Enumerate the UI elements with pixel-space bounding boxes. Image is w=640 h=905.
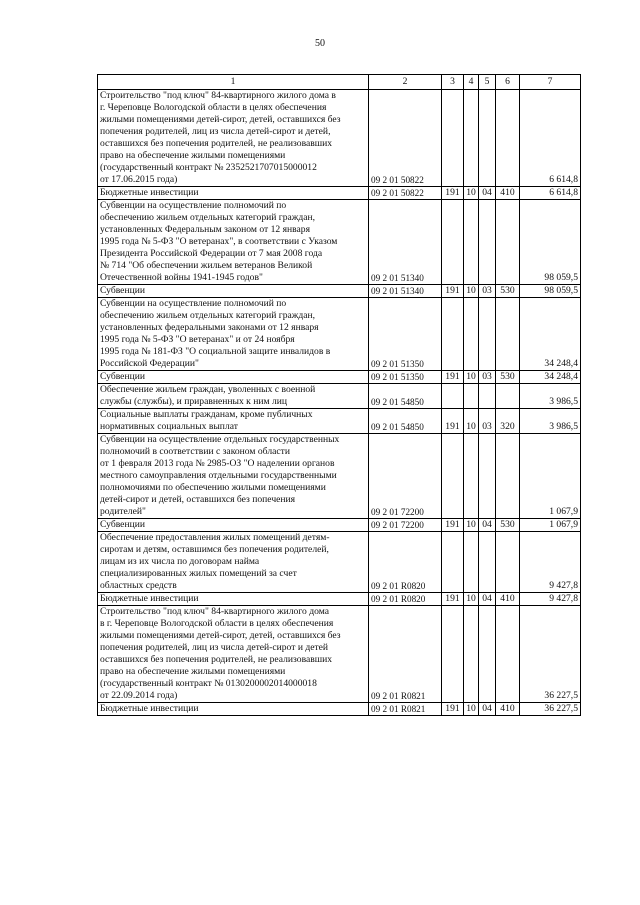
row-amount: 34 248,4 xyxy=(520,298,581,371)
row-target-code: 09 2 01 54850 xyxy=(369,384,442,409)
row-amount: 1 067,9 xyxy=(520,434,581,519)
row-department-code: 191 xyxy=(442,409,464,434)
row-amount: 98 059,5 xyxy=(520,200,581,285)
table-row xyxy=(98,532,581,593)
header-cell: 1 xyxy=(98,75,369,90)
row-department-code: 191 xyxy=(442,285,464,298)
row-subsection-code xyxy=(479,200,496,285)
row-target-code: 09 2 01 R0821 xyxy=(369,703,442,716)
row-section-code xyxy=(464,384,479,409)
header-cell: 4 xyxy=(464,75,479,90)
table-row xyxy=(98,298,581,371)
row-amount: 34 248,4 xyxy=(520,371,581,384)
row-subsection-code xyxy=(479,532,496,593)
row-target-code: 09 2 01 R0820 xyxy=(369,532,442,593)
page-number: 50 xyxy=(315,38,325,49)
row-subsection-code: 04 xyxy=(479,703,496,716)
row-target-code: 09 2 01 51340 xyxy=(369,285,442,298)
row-target-code: 09 2 01 50822 xyxy=(369,90,442,187)
row-expense-type-code: 320 xyxy=(496,409,520,434)
row-expense-type-code xyxy=(496,298,520,371)
header-cell: 3 xyxy=(442,75,464,90)
row-expense-type-code: 530 xyxy=(496,519,520,532)
row-description: Субвенции на осуществление полномочий по обеспечению жильем отдельных категорий граждан, установленных Федеральным законом от 12 января 1995 года № 5-ФЗ "О ветеранах", в соответствии с Указом Президента Российской Федерации от 7 мая 2008 года № 714 "Об обеспечении жильем ветеранов Великой Отечественной войны 1941-1945 годов" xyxy=(98,200,369,285)
row-target-code: 09 2 01 54850 xyxy=(369,409,442,434)
header-cell: 5 xyxy=(479,75,496,90)
row-section-code: 10 xyxy=(464,519,479,532)
row-department-code xyxy=(442,200,464,285)
table-row xyxy=(98,409,581,434)
header-cell: 7 xyxy=(520,75,581,90)
row-subsection-code xyxy=(479,434,496,519)
row-expense-type-code: 530 xyxy=(496,371,520,384)
row-department-code xyxy=(442,90,464,187)
table-row xyxy=(98,593,581,606)
row-section-code xyxy=(464,200,479,285)
row-section-code xyxy=(464,298,479,371)
header-cell: 6 xyxy=(496,75,520,90)
row-section-code: 10 xyxy=(464,187,479,200)
row-expense-type-code: 410 xyxy=(496,187,520,200)
budget-table xyxy=(97,74,581,716)
row-section-code xyxy=(464,434,479,519)
row-target-code: 09 2 01 50822 xyxy=(369,187,442,200)
row-expense-type-code xyxy=(496,384,520,409)
row-amount: 3 986,5 xyxy=(520,409,581,434)
row-department-code: 191 xyxy=(442,519,464,532)
row-target-code: 09 2 01 R0821 xyxy=(369,606,442,703)
row-description: Бюджетные инвестиции xyxy=(98,703,369,716)
row-department-code xyxy=(442,434,464,519)
row-subsection-code xyxy=(479,384,496,409)
row-subsection-code: 03 xyxy=(479,409,496,434)
row-expense-type-code: 410 xyxy=(496,593,520,606)
row-description: Строительство "под ключ" 84-квартирного жилого дома в г. Череповце Вологодской области в целях обеспечения жилыми помещениями детей-сирот, детей, оставшихся без попечения родителей, лиц из числа детей-сирот и детей оставшихся без попечения родителей, не реализовавших право на обеспечение жилыми помещениями (государственный контракт № 0130200002014000018 от 22.09.2014 года) xyxy=(98,606,369,703)
row-section-code xyxy=(464,90,479,187)
row-amount: 6 614,8 xyxy=(520,187,581,200)
row-subsection-code xyxy=(479,298,496,371)
row-section-code: 10 xyxy=(464,593,479,606)
row-target-code: 09 2 01 51350 xyxy=(369,298,442,371)
row-subsection-code: 04 xyxy=(479,593,496,606)
row-subsection-code xyxy=(479,90,496,187)
row-expense-type-code: 410 xyxy=(496,703,520,716)
row-expense-type-code xyxy=(496,606,520,703)
row-subsection-code: 03 xyxy=(479,371,496,384)
row-expense-type-code xyxy=(496,532,520,593)
row-target-code: 09 2 01 R0820 xyxy=(369,593,442,606)
row-target-code: 09 2 01 72200 xyxy=(369,434,442,519)
row-description: Строительство "под ключ" 84-квартирного жилого дома в г. Череповце Вологодской области в целях обеспечения жилыми помещениями детей-сирот, детей, оставшихся без попечения родителей, лиц из числа детей-сирот и детей, оставшихся без попечения родителей, не реализовавших право на обеспечение жилыми помещениями (государственный контракт № 2352521707015000012 от 17.06.2015 года) xyxy=(98,90,369,187)
row-subsection-code: 03 xyxy=(479,285,496,298)
row-target-code: 09 2 01 72200 xyxy=(369,519,442,532)
row-department-code xyxy=(442,384,464,409)
row-amount: 9 427,8 xyxy=(520,532,581,593)
table-row xyxy=(98,434,581,519)
row-expense-type-code xyxy=(496,200,520,285)
row-description: Обеспечение предоставления жилых помещений детям- сиротам и детям, оставшимся без попечения родителей, лицам из их числа по договорам найма специализированных жилых помещений за счет областных средств xyxy=(98,532,369,593)
row-description: Бюджетные инвестиции xyxy=(98,593,369,606)
row-description: Обеспечение жильем граждан, уволенных с военной службы (службы), и приравненных к ним лиц xyxy=(98,384,369,409)
row-department-code: 191 xyxy=(442,187,464,200)
table-row xyxy=(98,703,581,716)
row-department-code: 191 xyxy=(442,371,464,384)
row-subsection-code: 04 xyxy=(479,187,496,200)
table-row xyxy=(98,371,581,384)
table-row xyxy=(98,519,581,532)
row-amount: 9 427,8 xyxy=(520,593,581,606)
row-description: Социальные выплаты гражданам, кроме публичных нормативных социальных выплат xyxy=(98,409,369,434)
row-subsection-code: 04 xyxy=(479,519,496,532)
row-description: Субвенции на осуществление полномочий по обеспечению жильем отдельных категорий граждан, установленных федеральными законами от 12 января 1995 года № 5-ФЗ "О ветеранах" и от 24 ноября 1995 года № 181-ФЗ "О социальной защите инвалидов в Российской Федерации" xyxy=(98,298,369,371)
row-subsection-code xyxy=(479,606,496,703)
table-row xyxy=(98,90,581,187)
header-cell: 2 xyxy=(369,75,442,90)
row-expense-type-code: 530 xyxy=(496,285,520,298)
row-amount: 36 227,5 xyxy=(520,703,581,716)
row-department-code xyxy=(442,606,464,703)
row-description: Субвенции xyxy=(98,519,369,532)
row-department-code: 191 xyxy=(442,593,464,606)
row-section-code xyxy=(464,532,479,593)
table-row xyxy=(98,285,581,298)
row-department-code xyxy=(442,532,464,593)
row-description: Субвенции xyxy=(98,371,369,384)
row-expense-type-code xyxy=(496,434,520,519)
row-section-code: 10 xyxy=(464,409,479,434)
table-row xyxy=(98,606,581,703)
row-expense-type-code xyxy=(496,90,520,187)
row-section-code: 10 xyxy=(464,371,479,384)
row-department-code: 191 xyxy=(442,703,464,716)
table-row xyxy=(98,187,581,200)
row-department-code xyxy=(442,298,464,371)
table-row xyxy=(98,384,581,409)
row-description: Субвенции xyxy=(98,285,369,298)
row-amount: 3 986,5 xyxy=(520,384,581,409)
row-description: Бюджетные инвестиции xyxy=(98,187,369,200)
row-section-code xyxy=(464,606,479,703)
row-description: Субвенции на осуществление отдельных государственных полномочий в соответствии с законом области от 1 февраля 2013 года № 2985-ОЗ "О наделении органов местного самоуправления отдельными государственными полномочиями по обеспечению жилыми помещениями детей-сирот и детей, оставшихся без попечения родителей" xyxy=(98,434,369,519)
row-amount: 36 227,5 xyxy=(520,606,581,703)
header-row xyxy=(98,75,581,90)
row-target-code: 09 2 01 51340 xyxy=(369,200,442,285)
row-amount: 98 059,5 xyxy=(520,285,581,298)
row-section-code: 10 xyxy=(464,285,479,298)
row-target-code: 09 2 01 51350 xyxy=(369,371,442,384)
row-section-code: 10 xyxy=(464,703,479,716)
table-row xyxy=(98,200,581,285)
row-amount: 6 614,8 xyxy=(520,90,581,187)
row-amount: 1 067,9 xyxy=(520,519,581,532)
